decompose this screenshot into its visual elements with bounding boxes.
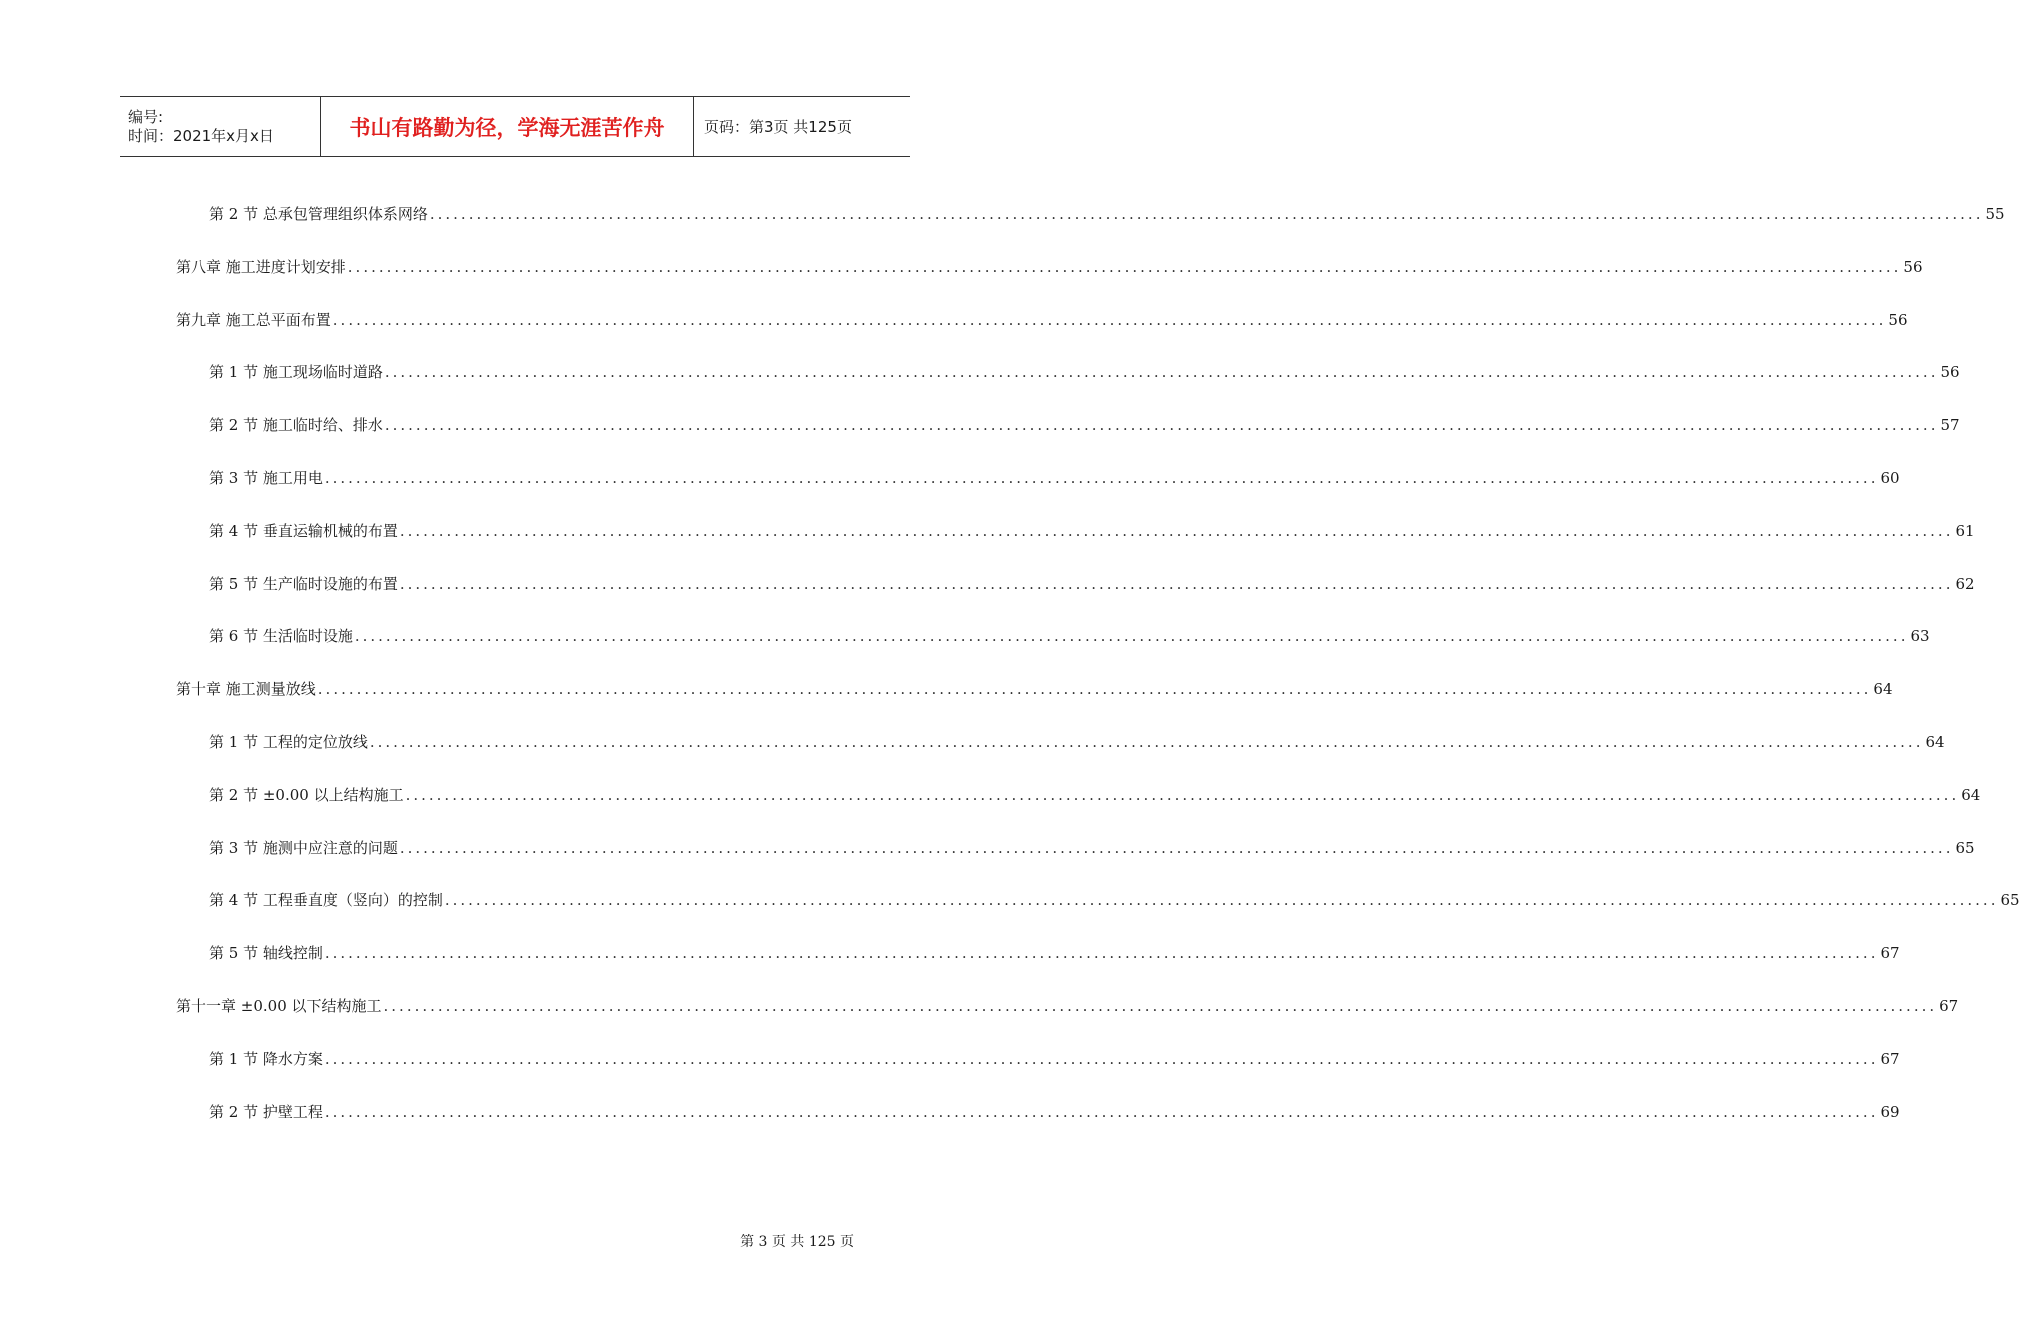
toc-entry[interactable]	[209, 1101, 1900, 1123]
toc-entry-title: 第 2 节 施工临时给、排水	[209, 416, 383, 434]
toc-entry[interactable]	[209, 467, 1900, 489]
document-number: 编号:	[128, 107, 164, 126]
toc-entry-page: 56	[1903, 258, 1923, 276]
toc-entry-page: 64	[1925, 733, 1945, 751]
toc-entry-title: 第 3 节 施测中应注意的问题	[209, 839, 398, 857]
toc-dot-leader: ........................................................................................................................................................................................................	[347, 258, 1902, 276]
toc-entry-title: 第 5 节 生产临时设施的布置	[209, 575, 398, 593]
toc-entry-page: 69	[1880, 1103, 1900, 1121]
toc-dot-leader: ........................................................................................................................................................................................................	[324, 944, 1879, 962]
toc-entry-page: 55	[1985, 205, 2005, 223]
toc-entry[interactable]	[176, 678, 1893, 700]
toc-entry-title: 第九章 施工总平面布置	[176, 311, 331, 329]
header-motto: 书山有路勤为径，学海无涯苦作舟	[349, 115, 665, 140]
toc-dot-leader: ........................................................................................................................................................................................................	[399, 575, 1954, 593]
toc-entry-title: 第 2 节 总承包管理组织体系网络	[209, 205, 428, 223]
header-info-cell	[120, 97, 321, 156]
toc-entry-title: 第十章 施工测量放线	[176, 680, 316, 698]
toc-entry[interactable]	[209, 203, 2005, 225]
toc-entry-title: 第 1 节 工程的定位放线	[209, 733, 368, 751]
toc-entry[interactable]	[209, 520, 1975, 542]
toc-entry-page: 65	[2000, 891, 2020, 909]
toc-entry-page: 67	[1939, 997, 1959, 1015]
header-page-number: 页码：第3页 共125页	[704, 118, 852, 136]
toc-entry[interactable]	[209, 1048, 1900, 1070]
toc-entry-page: 56	[1940, 363, 1960, 381]
toc-entry-page: 63	[1910, 627, 1930, 645]
toc-dot-leader: ........................................................................................................................................................................................................	[317, 680, 1872, 698]
toc-dot-leader: ........................................................................................................................................................................................................	[369, 733, 1924, 751]
toc-entry-page: 57	[1940, 416, 1960, 434]
toc-entry[interactable]	[209, 625, 1930, 647]
toc-entry[interactable]	[209, 837, 1975, 859]
toc-entry-page: 67	[1880, 1050, 1900, 1068]
toc-entry-page: 56	[1888, 311, 1908, 329]
toc-entry[interactable]	[176, 995, 1959, 1017]
toc-dot-leader: ........................................................................................................................................................................................................	[444, 891, 1999, 909]
toc-entry[interactable]	[176, 309, 1908, 331]
toc-dot-leader: ........................................................................................................................................................................................................	[384, 416, 1939, 434]
toc-entry-title: 第 3 节 施工用电	[209, 469, 323, 487]
toc-entry-page: 67	[1880, 944, 1900, 962]
toc-entry-page: 64	[1961, 786, 1981, 804]
header-motto-cell	[321, 97, 694, 156]
toc-dot-leader: ........................................................................................................................................................................................................	[429, 205, 1984, 223]
toc-dot-leader: ........................................................................................................................................................................................................	[399, 522, 1954, 540]
toc-dot-leader: ........................................................................................................................................................................................................	[384, 363, 1939, 381]
toc-dot-leader: ........................................................................................................................................................................................................	[332, 311, 1887, 329]
toc-entry[interactable]	[209, 731, 1945, 753]
toc-entry-page: 62	[1955, 575, 1975, 593]
toc-entry[interactable]	[209, 361, 1960, 383]
toc-entry-title: 第 5 节 轴线控制	[209, 944, 323, 962]
toc-entry-title: 第 4 节 垂直运输机械的布置	[209, 522, 398, 540]
toc-entry-page: 65	[1955, 839, 1975, 857]
footer-page-number: 第 3 页 共 125 页	[740, 1234, 854, 1250]
toc-dot-leader: ........................................................................................................................................................................................................	[383, 997, 1938, 1015]
toc-entry-title: 第 2 节 ±0.00 以上结构施工	[209, 786, 404, 804]
toc-dot-leader: ........................................................................................................................................................................................................	[324, 1103, 1879, 1121]
toc-entry-title: 第十一章 ±0.00 以下结构施工	[176, 997, 382, 1015]
toc-entry-title: 第 1 节 降水方案	[209, 1050, 323, 1068]
page-header	[120, 96, 910, 157]
toc-entry-page: 61	[1955, 522, 1975, 540]
toc-entry[interactable]	[209, 414, 1960, 436]
toc-dot-leader: ........................................................................................................................................................................................................	[324, 469, 1879, 487]
toc-entry-title: 第 1 节 施工现场临时道路	[209, 363, 383, 381]
toc-dot-leader: ........................................................................................................................................................................................................	[324, 1050, 1879, 1068]
toc-entry-page: 64	[1873, 680, 1893, 698]
toc-entry[interactable]	[209, 942, 1900, 964]
toc-entry-title: 第 6 节 生活临时设施	[209, 627, 353, 645]
toc-dot-leader: ........................................................................................................................................................................................................	[405, 786, 1960, 804]
toc-entry-title: 第 4 节 工程垂直度（竖向）的控制	[209, 891, 443, 909]
toc-entry[interactable]	[176, 256, 1923, 278]
header-page-cell	[694, 97, 910, 156]
toc-entry[interactable]	[209, 889, 2020, 911]
toc-entry-page: 60	[1880, 469, 1900, 487]
toc-dot-leader: ........................................................................................................................................................................................................	[354, 627, 1909, 645]
toc-entry[interactable]	[209, 573, 1975, 595]
toc-dot-leader: ........................................................................................................................................................................................................	[399, 839, 1954, 857]
toc-entry-title: 第 2 节 护壁工程	[209, 1103, 323, 1121]
toc-entry[interactable]	[209, 784, 1981, 806]
document-date: 时间：2021年x月x日	[128, 126, 274, 145]
toc-entry-title: 第八章 施工进度计划安排	[176, 258, 346, 276]
